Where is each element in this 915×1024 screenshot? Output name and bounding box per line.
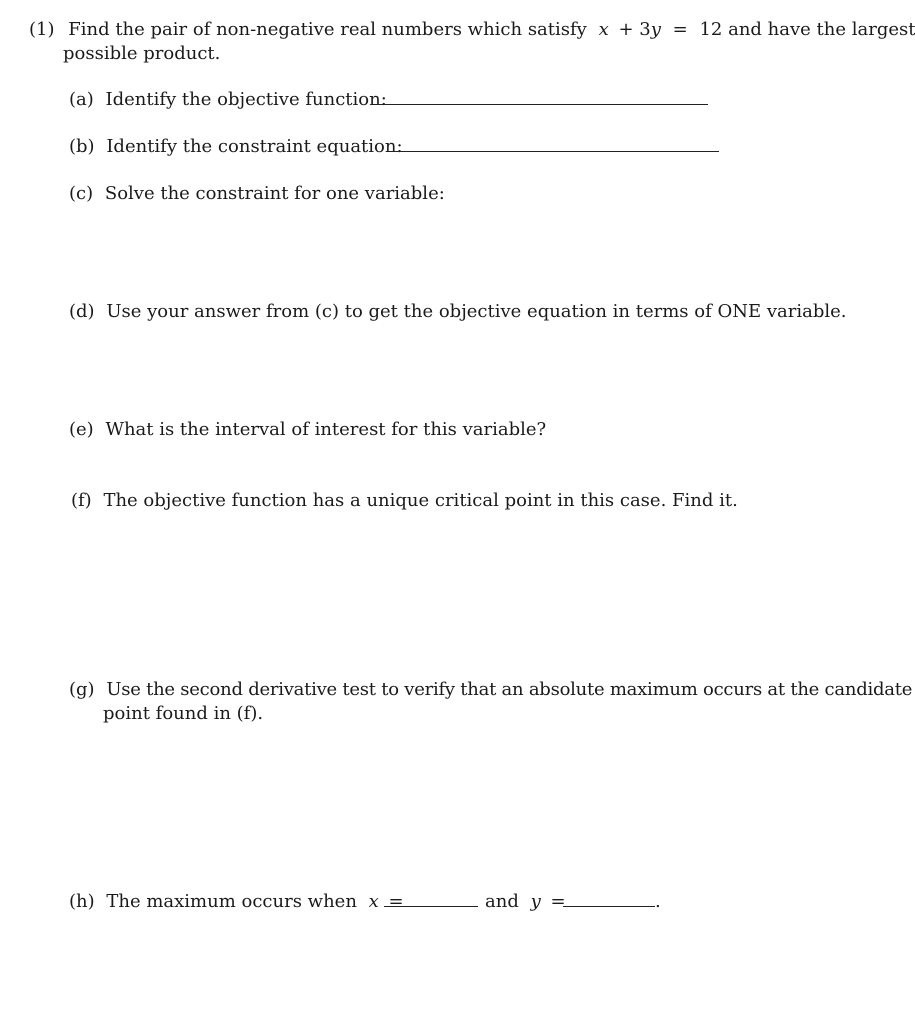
part-h: [69, 891, 404, 913]
math-var-x: x: [598, 19, 609, 40]
problem-number: (1): [29, 19, 55, 40]
answer-line-x[interactable]: [384, 906, 478, 907]
part-e: [69, 419, 546, 441]
problem-line-1: [29, 19, 915, 41]
part-e-label: (e): [69, 419, 94, 440]
answer-line-b[interactable]: [386, 151, 719, 152]
part-h-eq1: =: [388, 891, 404, 912]
part-c-label: (c): [69, 183, 94, 204]
part-g-text-line1: Use the second derivative test to verify that an absolute maximum occurs at the candidate: [106, 679, 913, 700]
answer-line-a[interactable]: [373, 104, 708, 105]
part-b: [69, 136, 403, 158]
problem-text-end: 12 and have the largest: [699, 19, 915, 40]
part-g: [69, 679, 912, 701]
problem-line-2: possible product.: [63, 43, 221, 64]
part-b-text: Identify the constraint equation:: [106, 136, 403, 157]
part-h-and: and: [485, 891, 519, 912]
problem-text-start: Find the pair of non-negative real numbers which satisfy: [68, 19, 587, 40]
part-e-text: What is the interval of interest for this variable?: [105, 419, 547, 440]
part-b-label: (b): [69, 136, 95, 157]
part-h-period: .: [655, 891, 661, 912]
math-var-y: y: [650, 19, 661, 40]
part-f-text: The objective function has a unique critical point in this case. Find it.: [103, 490, 738, 511]
math-plus-3: + 3: [618, 19, 651, 40]
part-c-text: Solve the constraint for one variable:: [104, 183, 445, 204]
answer-line-y[interactable]: [563, 906, 655, 907]
part-g-label: (g): [69, 679, 95, 700]
part-g-line2: point found in (f).: [103, 703, 264, 724]
part-f-label: (f): [71, 490, 92, 511]
part-a: [69, 89, 387, 111]
part-d: [69, 301, 847, 323]
part-a-label: (a): [69, 89, 94, 110]
part-d-text: Use your answer from (c) to get the objective equation in terms of ONE variable.: [106, 301, 847, 322]
part-h-and-y: [485, 891, 566, 913]
part-h-var-y: y: [530, 891, 541, 912]
part-h-label: (h): [69, 891, 95, 912]
part-h-eq2: =: [550, 891, 566, 912]
part-h-var-x: x: [368, 891, 379, 912]
part-h-text: The maximum occurs when: [106, 891, 357, 912]
math-equals: =: [672, 19, 688, 40]
part-d-label: (d): [69, 301, 95, 322]
part-a-text: Identify the objective function:: [105, 89, 387, 110]
part-f: [71, 490, 738, 512]
part-c: [69, 183, 445, 205]
